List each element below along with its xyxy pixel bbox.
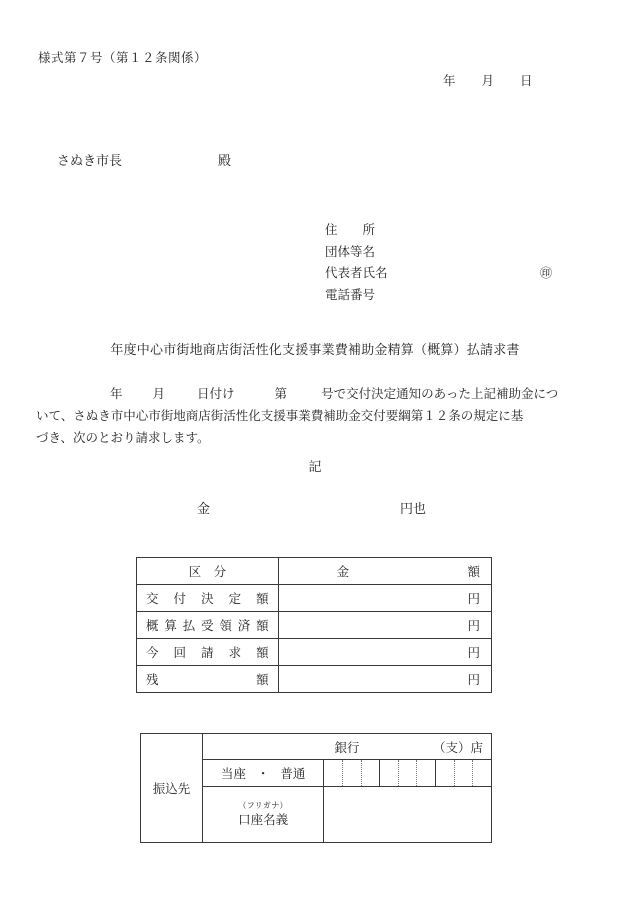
row-label-text: 残 額	[146, 672, 269, 687]
account-holder-name-label: 口座名義	[238, 811, 289, 827]
bank-name-row	[141, 734, 492, 760]
account-digit-cell[interactable]	[324, 760, 343, 786]
applicant-representative-row	[325, 262, 553, 284]
account-kind-current[interactable]: 当座	[220, 766, 246, 781]
applicant-organization-label: 団体等名	[325, 243, 376, 259]
body-line-1	[36, 383, 596, 405]
header-amount-left: 金	[336, 564, 350, 579]
applicant-phone-row	[325, 284, 388, 306]
body-number-prefix: 第	[274, 386, 288, 401]
bank-label: 銀行	[334, 740, 360, 755]
account-digit-cell[interactable]	[473, 760, 491, 786]
date-year-label: 年	[443, 73, 456, 88]
body-line-2: いて、さぬき市中心市街地商店街活性化支援事業費補助金交付要綱第１２条の規定に基	[36, 408, 524, 423]
table-row	[137, 612, 492, 639]
account-digit-cell[interactable]	[436, 760, 455, 786]
branch-label: （支）店	[432, 740, 483, 755]
header-amount-right: 額	[467, 564, 480, 579]
body-month-label: 月	[152, 386, 166, 401]
header-category: 区 分	[137, 558, 279, 585]
date-month-label: 月	[481, 73, 495, 88]
amount-breakdown-table	[136, 557, 492, 693]
date-day-label: 日	[520, 73, 533, 88]
account-digit-cell[interactable]	[417, 760, 435, 786]
form-number: 様式第７号（第１２条関係）	[38, 50, 208, 65]
table-row	[137, 585, 492, 612]
account-holder-furigana-label: （フリガナ）	[238, 801, 288, 811]
ki-mark: 記	[308, 460, 322, 475]
applicant-organization-row	[325, 241, 388, 263]
row-value-grant-decision[interactable]: 円	[278, 585, 491, 612]
account-kind-ordinary[interactable]: 普通	[280, 766, 306, 781]
row-label-balance	[137, 666, 279, 693]
table-header-row	[137, 558, 492, 585]
applicant-representative-label: 代表者氏名	[325, 265, 388, 280]
row-label-grant-decision	[137, 585, 279, 612]
row-label-advance-received	[137, 612, 279, 639]
applicant-phone-label: 電話番号	[325, 286, 376, 302]
date-line	[443, 71, 533, 89]
applicant-address-row	[325, 219, 388, 241]
row-value-advance-received[interactable]: 円	[278, 612, 491, 639]
row-label-text: 今回請求額	[146, 645, 269, 660]
account-holder-label	[203, 787, 324, 843]
account-number-group-1[interactable]	[324, 760, 380, 787]
account-holder-field[interactable]	[324, 787, 492, 843]
seal-icon: ㊞	[540, 266, 553, 280]
row-value-current-claim[interactable]: 円	[278, 639, 491, 666]
header-amount	[278, 558, 491, 585]
account-digit-cell[interactable]	[455, 760, 474, 786]
row-label-text: 交付決定額	[146, 591, 269, 606]
table-row	[137, 666, 492, 693]
applicant-address-label: 住 所	[325, 222, 376, 237]
body-day-label: 日付け	[197, 386, 235, 401]
account-number-group-2[interactable]	[380, 760, 436, 787]
table-row	[137, 639, 492, 666]
addressee	[57, 150, 231, 169]
account-digit-cell[interactable]	[362, 760, 380, 786]
body-paragraph	[36, 383, 596, 449]
row-value-balance[interactable]: 円	[278, 666, 491, 693]
account-kind-field[interactable]	[203, 760, 324, 787]
amount-prefix-label: 金	[197, 502, 211, 517]
account-digit-cell[interactable]	[399, 760, 418, 786]
body-line-1-rest: 号で交付決定通知のあった上記補助金につ	[321, 386, 559, 401]
amount-suffix-label: 円也	[400, 502, 427, 517]
account-digit-cell[interactable]	[343, 760, 362, 786]
account-number-group-3[interactable]	[436, 760, 492, 787]
account-kind-separator: ・	[256, 766, 270, 781]
applicant-block	[325, 219, 553, 305]
bank-transfer-table	[140, 733, 492, 843]
body-line-3: づき、次のとおり請求します。	[36, 430, 210, 445]
bank-name-field[interactable]	[203, 734, 492, 760]
document-title: 年度中心市街地商店街活性化支援事業費補助金精算（概算）払請求書	[110, 343, 520, 358]
addressee-honorific: 殿	[218, 154, 232, 169]
addressee-name: さぬき市長	[57, 154, 123, 169]
row-label-current-claim	[137, 639, 279, 666]
bank-transfer-label: 振込先	[141, 734, 203, 843]
row-label-text: 概算払受領済額	[146, 618, 269, 633]
body-year-label: 年	[110, 386, 123, 401]
account-digit-cell[interactable]	[380, 760, 399, 786]
